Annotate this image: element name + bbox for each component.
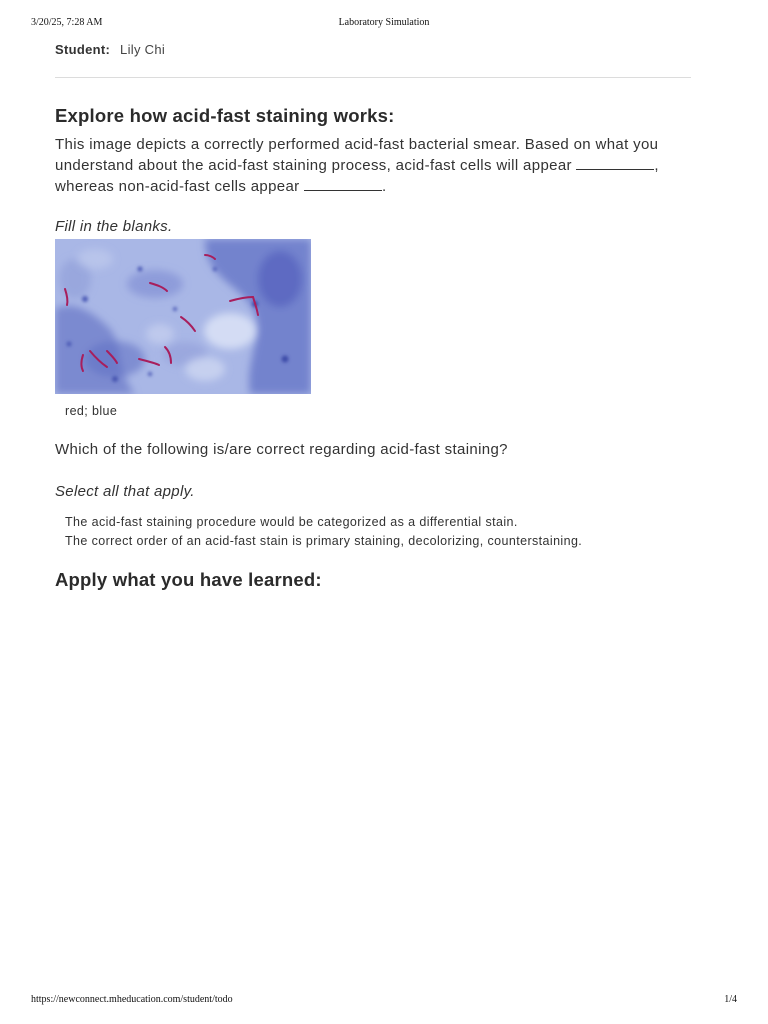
print-datetime: 3/20/25, 7:28 AM [31,17,103,28]
selected-options [65,513,691,551]
blank-2 [304,189,382,191]
divider [55,77,691,78]
acid-fast-smear-micrograph [55,239,311,394]
prompt-text-2: , whereas non-acid-fast cells appear [55,157,659,195]
select-question: Which of the following is/are correct regarding acid-fast staining? [55,441,508,458]
print-page-number: 1/4 [724,994,737,1005]
section-heading-explore: Explore how acid-fast staining works: [55,105,395,126]
print-url: https://newconnect.mheducation.com/student/todo [31,994,233,1005]
print-footer [0,994,768,1008]
prompt-text-3: . [382,178,387,195]
selected-option: The correct order of an acid-fast stain is primary staining, decolorizing, counterstaining. [65,534,583,548]
fill-blank-instruction: Fill in the blanks. [55,218,173,235]
student-row [55,41,691,59]
report-content [55,41,691,592]
fill-blank-answer: red; blue [65,404,118,418]
selected-option: The acid-fast staining procedure would be categorized as a differential stain. [65,515,518,529]
student-label: Student: [55,42,111,57]
blank-1 [576,168,654,170]
section-heading-apply: Apply what you have learned: [55,569,322,590]
prompt-text-1: This image depicts a correctly performed acid-fast bacterial smear. Based on what you understand about the acid-fast staining process, acid-fast cells will appear [55,136,659,174]
student-name: Lily Chi [120,42,166,57]
print-page-title: Laboratory Simulation [338,17,430,28]
print-header [0,17,768,31]
select-instruction: Select all that apply. [55,483,195,500]
fill-blank-prompt [55,134,691,197]
